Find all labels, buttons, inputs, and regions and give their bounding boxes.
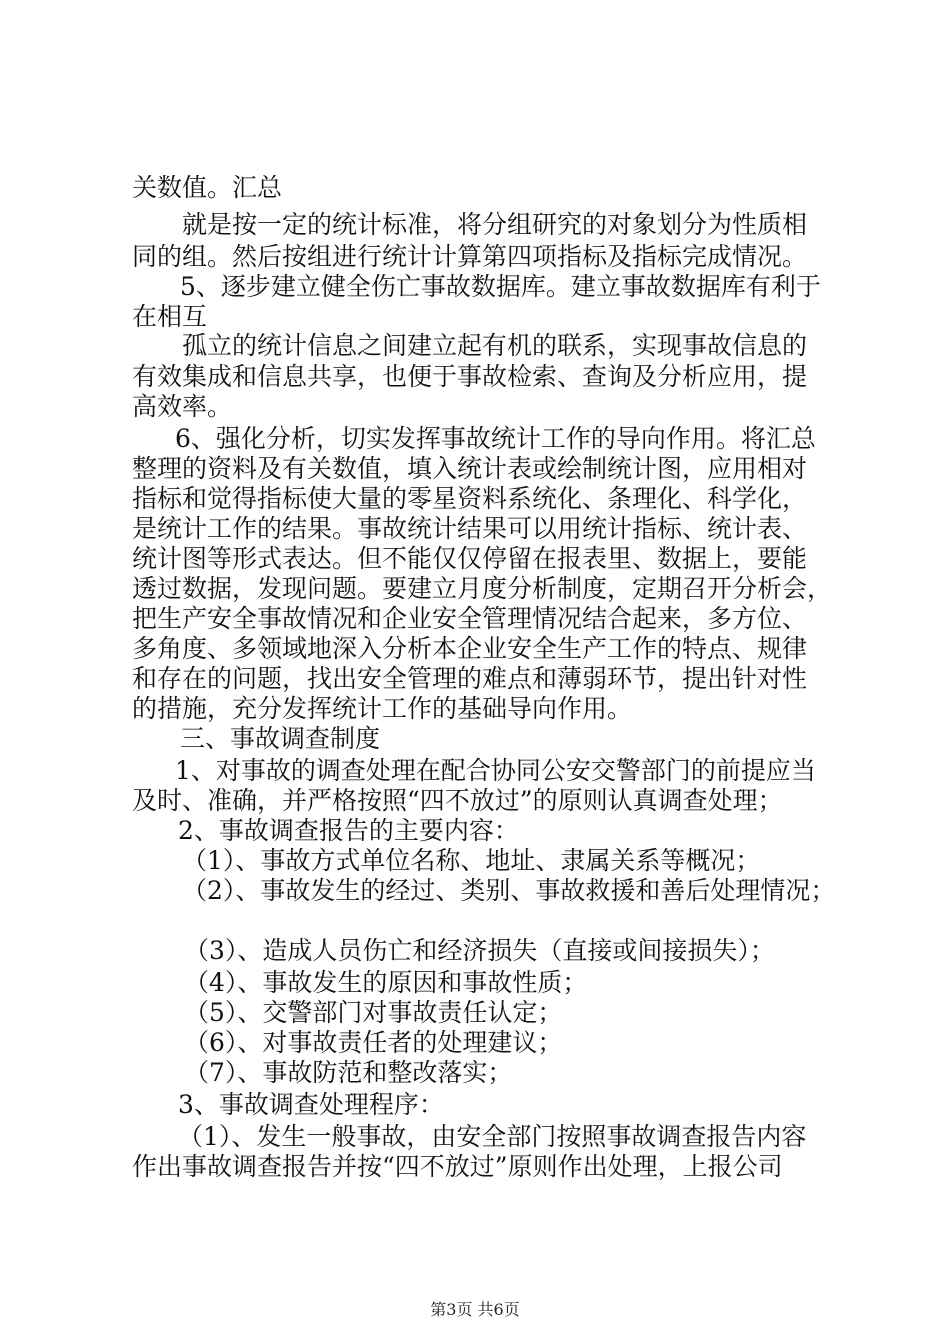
list-item: （6）、对事故责任者的处理建议； bbox=[184, 1028, 563, 1057]
text-line: 和存在的问题，找出安全管理的难点和薄弱环节，提出针对性 bbox=[132, 664, 808, 693]
text-line: 就是按一定的统计标准，将分组研究的对象划分为性质相 bbox=[182, 210, 808, 239]
list-item: （7）、事故防范和整改落实； bbox=[184, 1058, 513, 1087]
text-line: 透过数据，发现问题。要建立月度分析制度，定期召开分析会， bbox=[132, 574, 833, 603]
text-line: 的措施，充分发挥统计工作的基础导向作用。 bbox=[132, 694, 633, 723]
text-line: 高效率。 bbox=[132, 392, 233, 421]
list-item: （5）、交警部门对事故责任认定； bbox=[184, 998, 563, 1027]
text-line: 孤立的统计信息之间建立起有机的联系，实现事故信息的 bbox=[182, 331, 808, 360]
text-line: 及时、准确，并严格按照“四不放过”的原则认真调查处理； bbox=[132, 786, 783, 815]
text-line: 6、强化分析，切实发挥事故统计工作的导向作用。将汇总 bbox=[175, 424, 816, 453]
text-line: 有效集成和信息共享，也便于事故检索、查询及分析应用，提 bbox=[132, 362, 808, 391]
text-line: 作出事故调查报告并按“四不放过”原则作出处理，上报公司 bbox=[132, 1152, 783, 1181]
text-line: 同的组。然后按组进行统计计算第四项指标及指标完成情况。 bbox=[132, 242, 808, 271]
list-item: （3）、造成人员伤亡和经济损失（直接或间接损失）； bbox=[184, 936, 775, 965]
text-line: 把生产安全事故情况和企业安全管理情况结合起来，多方位、 bbox=[132, 604, 808, 633]
text-line: 整理的资料及有关数值，填入统计表或绘制统计图，应用相对 bbox=[132, 454, 808, 483]
list-item: （1）、事故方式单位名称、地址、隶属关系等概况； bbox=[182, 846, 761, 875]
text-line: 关数值。汇总 bbox=[132, 173, 283, 202]
text-line: 多角度、多领域地深入分析本企业安全生产工作的特点、规律 bbox=[132, 634, 808, 663]
section-heading: 三、事故调查制度 bbox=[180, 724, 381, 753]
text-line: 2、事故调查报告的主要内容： bbox=[178, 816, 519, 845]
list-item: （4）、事故发生的原因和事故性质； bbox=[184, 968, 588, 997]
text-line: 是统计工作的结果。事故统计结果可以用统计指标、统计表、 bbox=[132, 514, 808, 543]
text-line: 3、事故调查处理程序： bbox=[178, 1090, 444, 1119]
text-line: 在相互 bbox=[132, 302, 208, 331]
text-line: 5、逐步建立健全伤亡事故数据库。建立事故数据库有利于 bbox=[180, 272, 821, 301]
list-item: （2）、事故发生的经过、类别、事故救援和善后处理情况； bbox=[182, 876, 836, 905]
list-item: （1）、发生一般事故，由安全部门按照事故调查报告内容 bbox=[178, 1122, 807, 1151]
text-line: 指标和觉得指标使大量的零星资料系统化、条理化、科学化， bbox=[132, 484, 808, 513]
page-number: 第3页 共6页 bbox=[430, 1300, 520, 1319]
text-line: 1、对事故的调查处理在配合协同公安交警部门的前提应当 bbox=[175, 756, 816, 785]
text-line: 统计图等形式表达。但不能仅仅停留在报表里、数据上，要能 bbox=[132, 544, 808, 573]
